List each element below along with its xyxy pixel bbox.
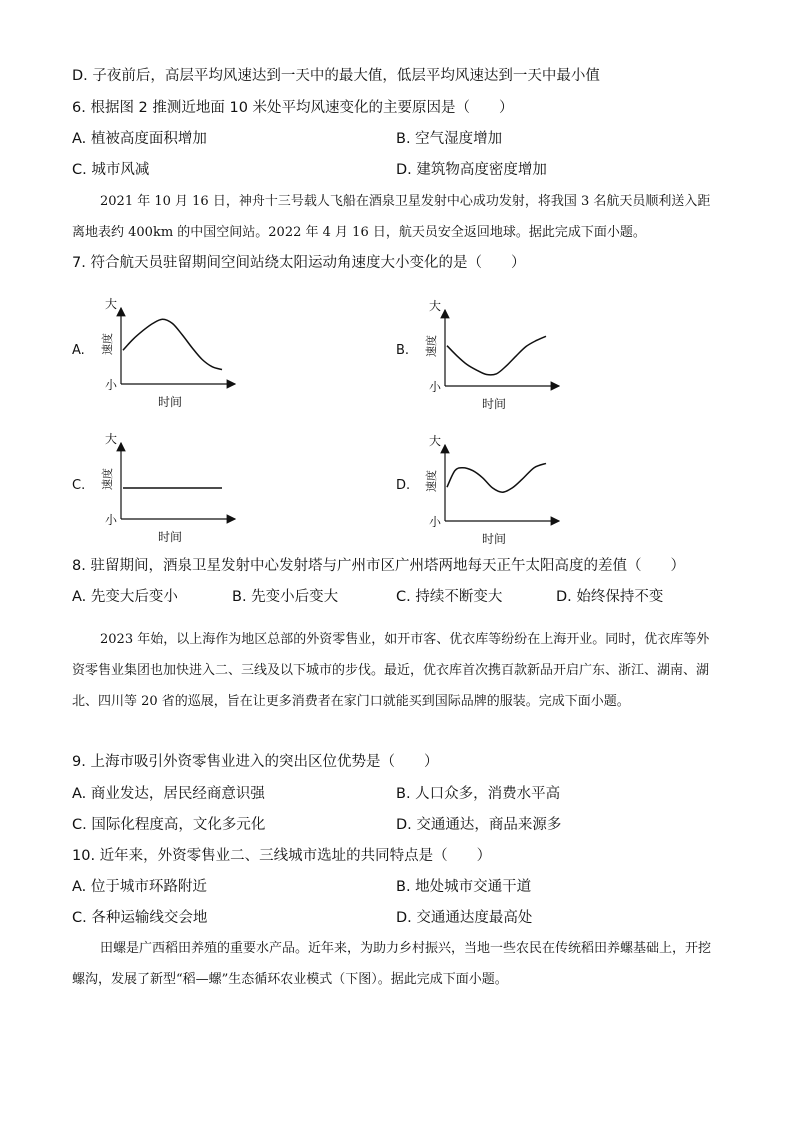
graph-b-y-top-label: 大: [428, 299, 442, 313]
q9-option-b: B. 人口众多，消费水平高: [396, 786, 561, 802]
q10-option-c: C. 各种运输线交会地: [72, 910, 208, 926]
question-9: 9. 上海市吸引外资零售业进入的突出区位优势是（ ）: [72, 754, 439, 770]
graph-a-y-top-label: 大: [104, 297, 118, 311]
graph-a-y-bottom-label: 小: [104, 378, 118, 392]
passage-retail: 2023 年始，以上海作为地区总部的外资零售业，如开市客、优衣库等纷纷在上海开业。同时，优衣库等外资零售业集团也加快进入二、三线及以下城市的步伐。最近，优衣库首次携百款新品开启广东、浙江、湖南、湖北、四川等 20 省的巡展，旨在让更多消费者在家门口就能买到国际品牌的服装。完成下面小题。: [72, 632, 710, 709]
question-10: 10. 近年来，外资零售业二、三线城市选址的共同特点是（ ）: [72, 848, 492, 864]
option-5d: D. 子夜前后，高层平均风速达到一天中的最大值，低层平均风速达到一天中最小值: [72, 68, 600, 84]
graph-a-y-label: 速度: [101, 333, 114, 355]
graph-c: [100, 429, 240, 547]
graph-a-speed-curve: [123, 319, 222, 369]
graph-b: [424, 296, 564, 414]
graph-d-option-label: D.: [396, 478, 411, 493]
graph-a-x-label: 时间: [157, 395, 183, 409]
q10-option-a: A. 位于城市环路附近: [72, 879, 207, 895]
q10-option-d: D. 交通通达度最高处: [396, 910, 533, 926]
graph-b-x-label: 时间: [481, 397, 507, 411]
graph-d-y-top-label: 大: [428, 434, 442, 448]
q8-option-d: D. 始终保持不变: [556, 589, 664, 605]
q6-option-c: C. 城市风减: [72, 162, 150, 178]
question-8: 8. 驻留期间，酒泉卫星发射中心发射塔与广州市区广州塔两地每天正午太阳高度的差值（ ）: [72, 558, 685, 574]
graph-b-speed-curve: [447, 336, 546, 375]
question-7: 7. 符合航天员驻留期间空间站绕太阳运动角速度大小变化的是（ ）: [72, 255, 526, 271]
q9-option-c: C. 国际化程度高，文化多元化: [72, 817, 266, 833]
graph-c-x-label: 时间: [157, 530, 183, 544]
graph-b-y-label: 速度: [425, 335, 438, 357]
graph-d: [424, 431, 564, 549]
question-6: 6. 根据图 2 推测近地面 10 米处平均风速变化的主要原因是（ ）: [72, 100, 514, 116]
q9-option-a: A. 商业发达，居民经商意识强: [72, 786, 265, 802]
graph-b-option-label: B.: [396, 343, 410, 358]
graph-a-option-label: A.: [72, 343, 85, 358]
q8-option-c: C. 持续不断变大: [396, 589, 503, 605]
q8-option-a: A. 先变大后变小: [72, 589, 178, 605]
passage-snail: 田螺是广西稻田养殖的重要水产品。近年来，为助力乡村振兴，当地一些农民在传统稻田养螺基础上，开挖螺沟，发展了新型“稻—螺”生态循环农业模式（下图）。据此完成下面小题。: [72, 941, 712, 987]
graph-c-y-bottom-label: 小: [104, 513, 118, 527]
q6-option-b: B. 空气湿度增加: [396, 131, 503, 147]
q6-option-a: A. 植被高度面积增加: [72, 131, 207, 147]
q10-option-b: B. 地处城市交通干道: [396, 879, 532, 895]
q8-option-b: B. 先变小后变大: [232, 589, 339, 605]
graph-d-y-bottom-label: 小: [428, 515, 442, 529]
graph-a: [100, 294, 240, 412]
passage-shenzhou: 2021 年 10 月 16 日，神舟十三号载人飞船在酒泉卫星发射中心成功发射，将我国 3 名航天员顺利送入距离地表约 400km 的中国空间站。2022 年 4 月 16 日，航天员安全返回地球。据此完成下面小题。: [72, 194, 711, 240]
graph-c-y-label: 速度: [101, 468, 114, 490]
graph-d-speed-curve: [447, 463, 546, 492]
q9-option-d: D. 交通通达，商品来源多: [396, 817, 562, 833]
graph-d-x-label: 时间: [481, 532, 507, 546]
graph-b-y-bottom-label: 小: [428, 380, 442, 394]
graph-c-y-top-label: 大: [104, 432, 118, 446]
graph-d-y-label: 速度: [425, 470, 438, 492]
q6-option-d: D. 建筑物高度密度增加: [396, 162, 547, 178]
graph-c-option-label: C.: [72, 478, 86, 493]
